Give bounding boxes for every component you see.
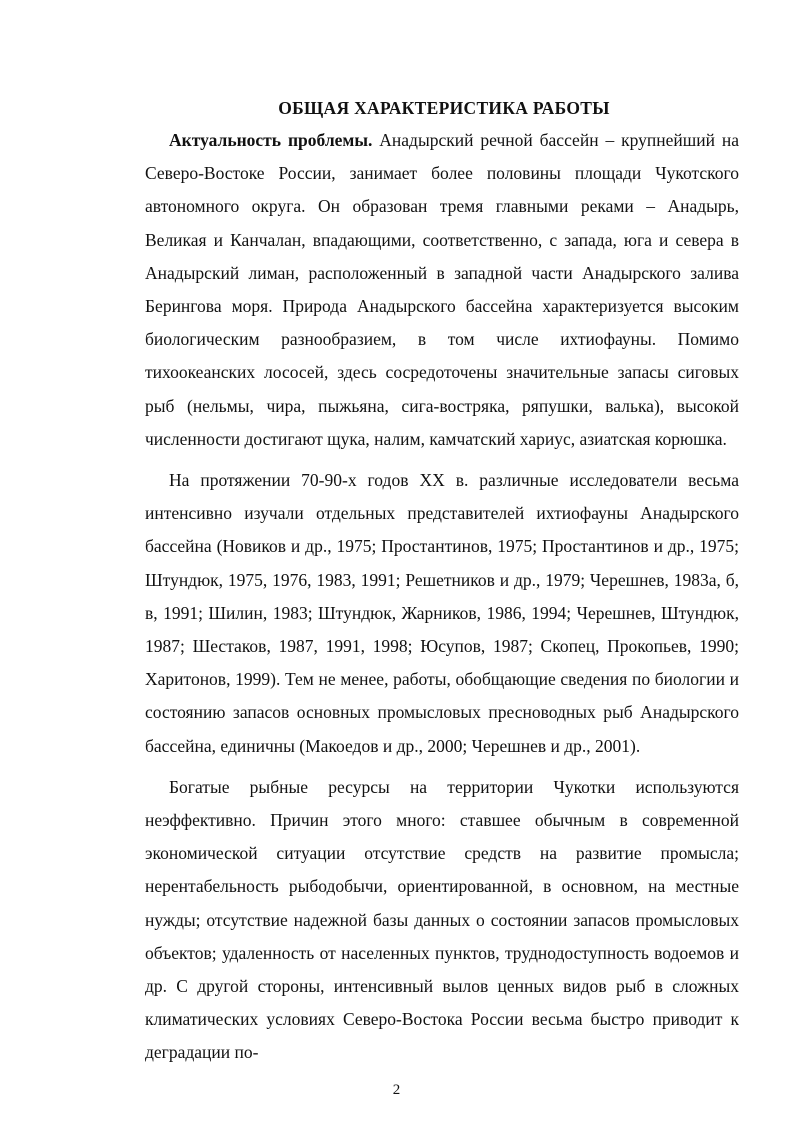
page-number: 2 xyxy=(392,1082,401,1098)
document-heading: ОБЩАЯ ХАРАКТЕРИСТИКА РАБОТЫ xyxy=(278,98,610,118)
paragraph-lead-relevance: Актуальность проблемы. xyxy=(169,130,373,150)
paragraph-relevance xyxy=(145,124,739,456)
document-body xyxy=(145,94,739,1070)
paragraph-fish-resources xyxy=(145,771,739,1070)
paragraph-text-research-history: На протяжении 70-90-х годов XX в. различные исследователи весьма интенсивно изучали отдельных представителей ихтиофауны Анадырского бассейна (Новиков и др., 1975; Простантинов, 1975; Простантинов и др., 1975; Штундюк, 1975, 1976, 1983, 1991; Решетников и др., 1979; Черешнев, 1983а, б, в, 1991; Шилин, 1983; Штундюк, Жарников, 1986, 1994; Черешнев, Штундюк, 1987; Шестаков, 1987, 1991, 1998; Юсупов, 1987; Скопец, Прокопьев, 1990; Харитонов, 1999). Тем не менее, работы, обобщающие сведения по биологии и состоянию запасов основных промысловых пресноводных рыб Анадырского бассейна, единичны (Макоедов и др., 2000; Черешнев и др., 2001). xyxy=(145,470,739,756)
paragraph-text-fish-resources: Богатые рыбные ресурсы на территории Чукотки используются неэффективно. Причин этого много: ставшее обычным в современной экономической ситуации отсутствие средств на развитие промысла; нерентабельность рыбодобычи, ориентированной, в основном, на местные нужды; отсутствие надежной базы данных о состоянии запасов промысловых объектов; удаленность от населенных пунктов, труднодоступность водоемов и др. С другой стороны, интенсивный вылов ценных видов рыб в сложных климатических условиях Северо-Востока России весьма быстро приводит к деградации по- xyxy=(145,776,739,1063)
paragraph-text-relevance: Анадырский речной бассейн – крупнейший на Северо-Востоке России, занимает более половины площади Чукотского автономного округа. Он образован тремя главными реками – Анадырь, Великая и Канчалан, впадающими, соответственно, с запада, юга и севера в Анадырский лиман, расположенный в западной части Анадырского залива Берингова моря. Природа Анадырского бассейна характеризуется высоким биологическим разнообразием, в том числе ихтиофауны. Помимо тихоокеанских лососей, здесь сосредоточены значительные запасы сиговых рыб (нельмы, чира, пыжьяна, сига-востряка, ряпушки, валька), высокой численности достигают щука, налим, камчатский хариус, азиатская корюшка. xyxy=(145,130,739,449)
paragraph-research-history xyxy=(145,464,739,763)
